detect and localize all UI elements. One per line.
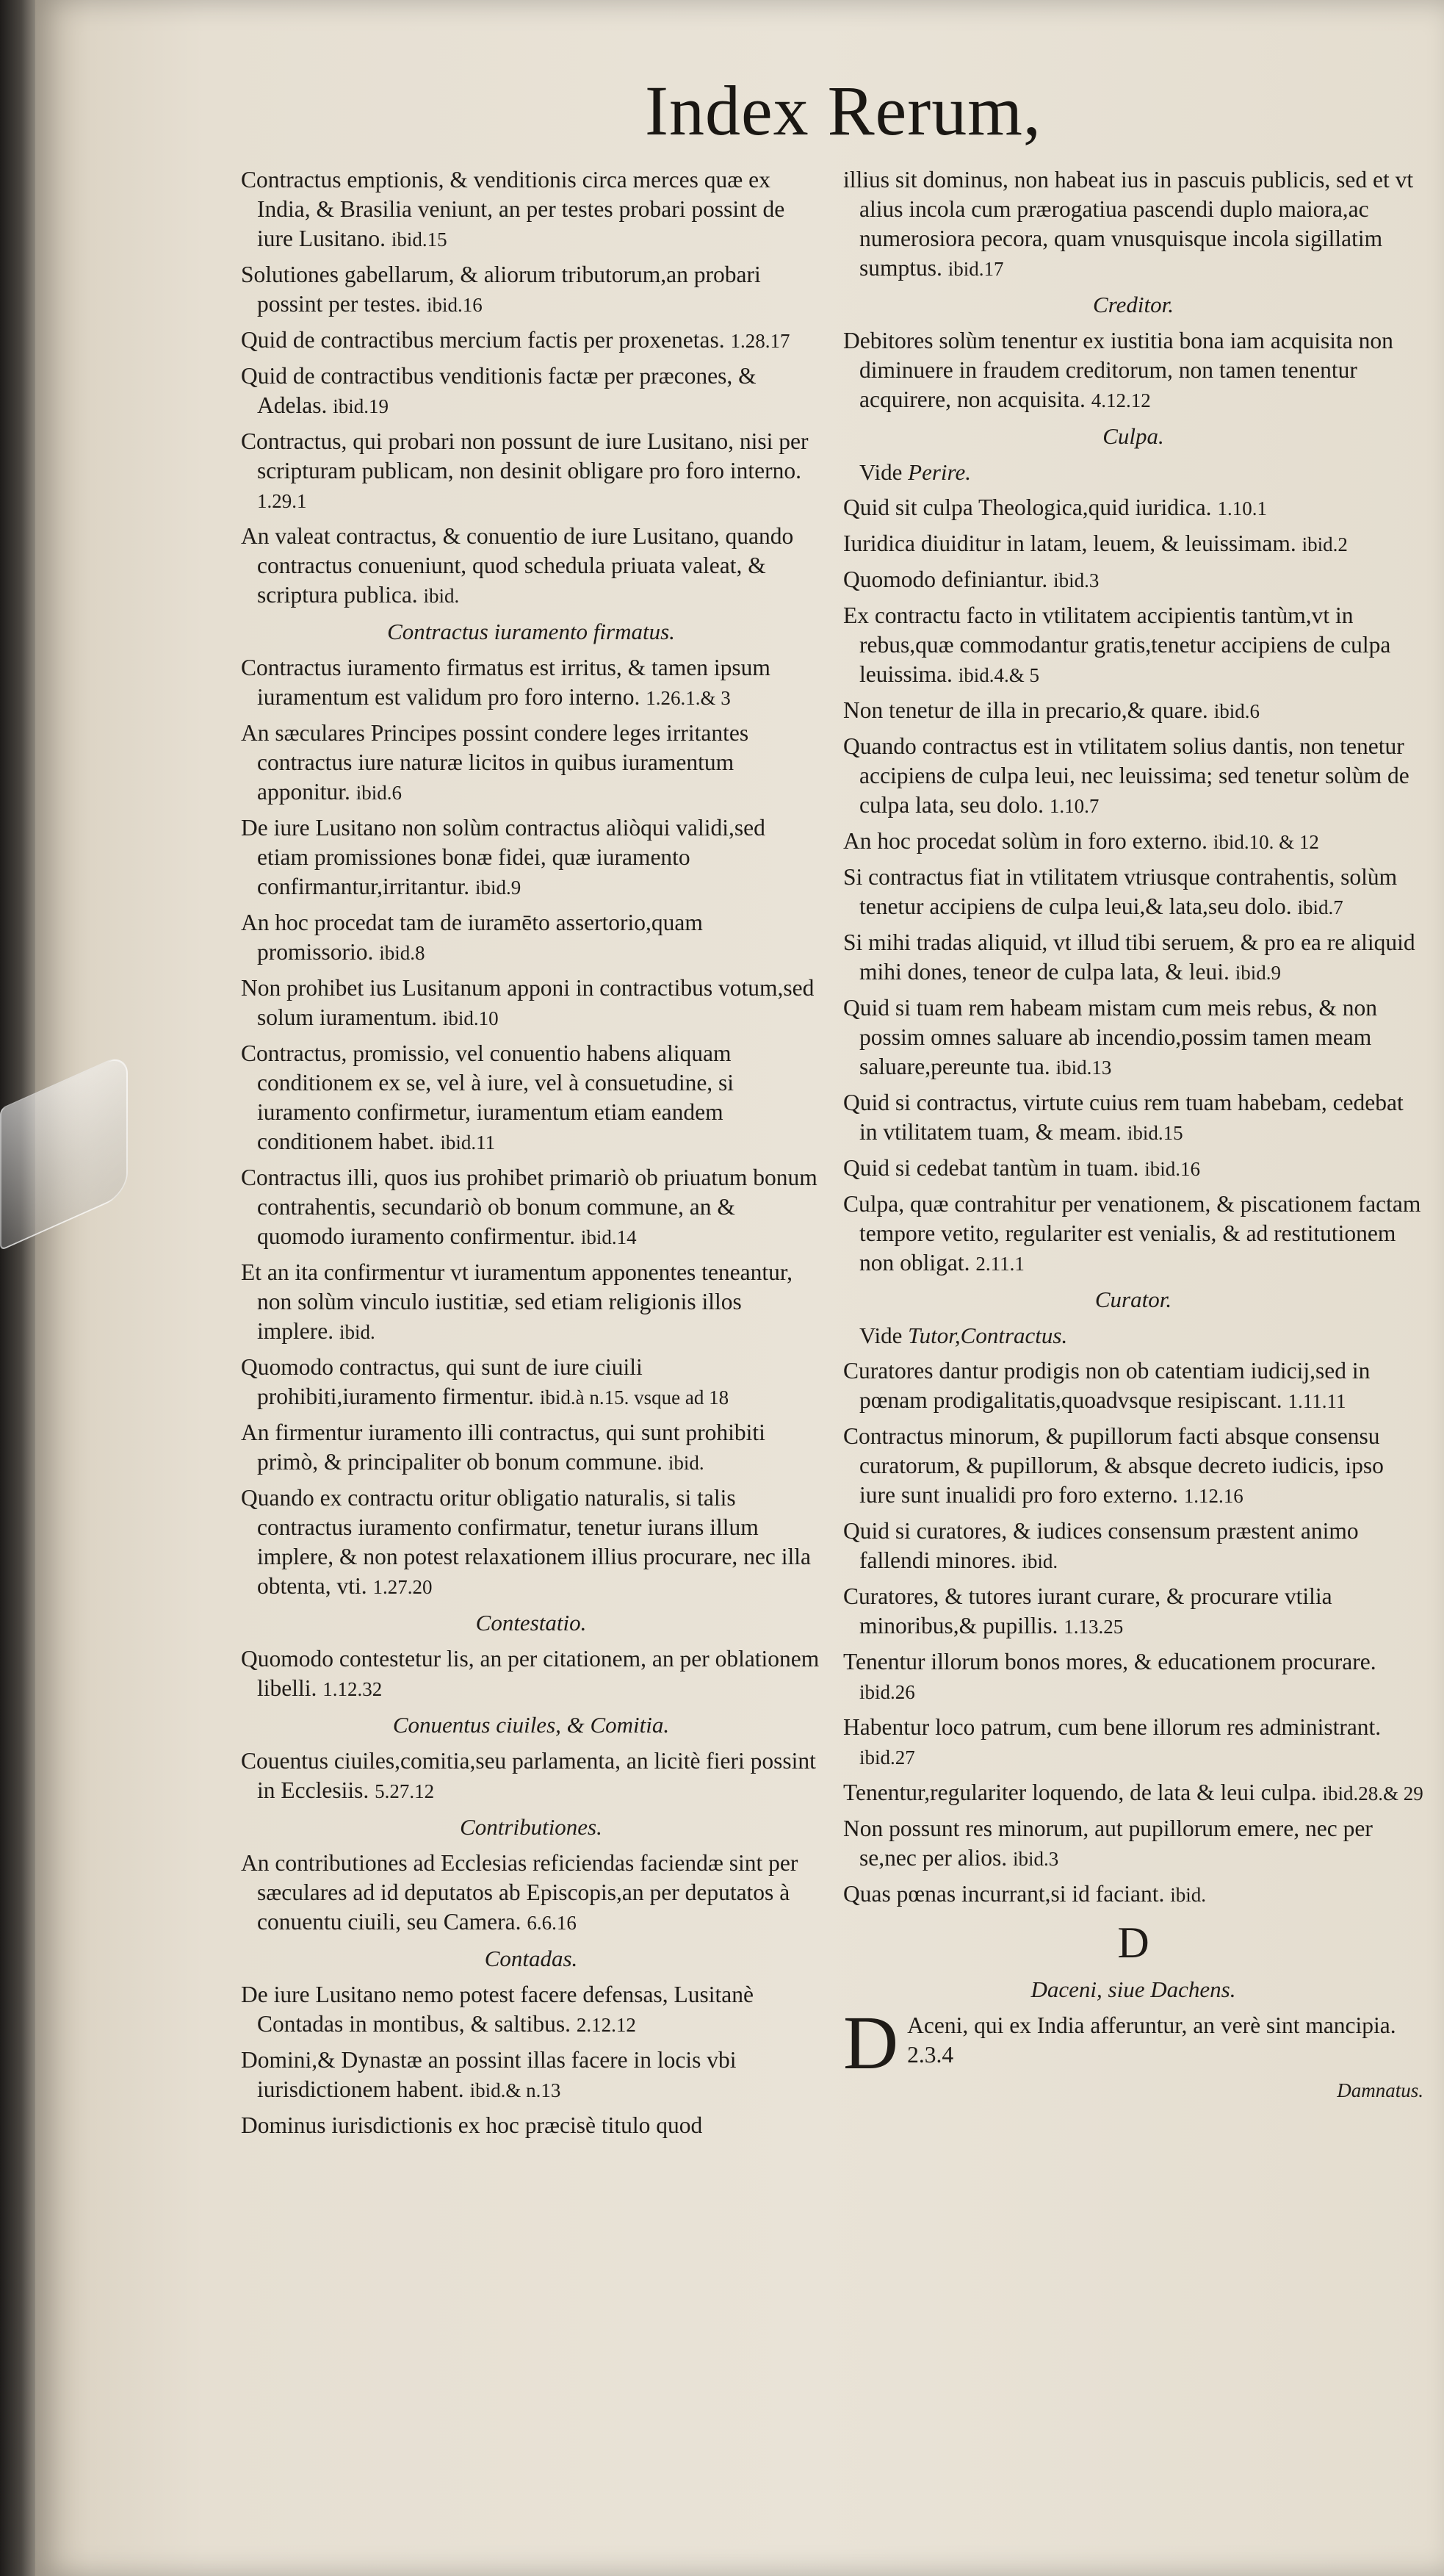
- topic-heading: [241, 1943, 821, 1974]
- entry-reference: 2.11.1: [975, 1253, 1025, 1275]
- entry-text: Habentur loco patrum, cum bene illorum res administrant.: [843, 1714, 1382, 1740]
- index-entry: [843, 993, 1423, 1082]
- entry-text: Couentus ciuiles,comitia,seu parlamenta, an licitè fieri possint in Ecclesiis.: [241, 1748, 816, 1803]
- entry-reference: ibid.& n.13: [469, 2079, 561, 2101]
- entry-text: Si contractus fiat in vtilitatem vtriusque contrahentis, solùm tenetur accipiens de culpa leui,& lata,seu dolo.: [843, 864, 1398, 919]
- vide-target: Tutor,Contractus.: [908, 1323, 1068, 1348]
- entry-reference: ibid.17: [947, 258, 1004, 280]
- index-entry: [241, 813, 821, 902]
- index-entry-dropcap: [843, 2001, 1423, 2085]
- topic-heading-text: Culpa.: [1102, 423, 1164, 449]
- index-entry: [241, 1644, 821, 1704]
- entry-text: Quas pœnas incurrant,si id faciant.: [843, 1881, 1165, 1907]
- entry-text: An hoc procedat solùm in foro externo.: [843, 828, 1207, 854]
- entry-text: Non possunt res minorum, aut pupillorum emere, nec per se,nec per alios.: [843, 1816, 1373, 1871]
- section-letter: [843, 1917, 1423, 1968]
- entry-text: Solutiones gabellarum, & aliorum tributorum,an probari possint per testes.: [241, 262, 761, 317]
- entry-reference: ibid.13: [1055, 1057, 1112, 1079]
- entry-text: Tenentur illorum bonos mores, & educationem procurare.: [843, 1649, 1376, 1674]
- index-entry: [241, 361, 821, 421]
- entry-text: Quid de contractibus venditionis factæ per præcones, & Adelas.: [241, 363, 757, 418]
- entry-reference: ibid.27: [859, 1746, 915, 1769]
- topic-heading-text: Conuentus ciuiles, & Comitia.: [392, 1712, 670, 1738]
- book-gutter: [0, 0, 35, 2576]
- entry-reference: ibid.15: [391, 229, 447, 251]
- topic-heading-text: Creditor.: [1093, 292, 1174, 317]
- index-entry: [241, 427, 821, 516]
- entry-reference: 1.26.1.& 3: [646, 687, 731, 709]
- topic-heading: [241, 1710, 821, 1741]
- entry-text: De iure Lusitano non solùm contractus aliòqui validi,sed etiam promissiones bonæ fidei, quæ iuramento confirmantur,irritantur.: [241, 815, 765, 899]
- entry-reference: 5.27.12: [375, 1780, 435, 1802]
- topic-heading-text: Contributiones.: [460, 1814, 602, 1840]
- entry-reference: ibid.10: [442, 1007, 499, 1029]
- entry-text: Quid sit culpa Theologica,quid iuridica.: [843, 494, 1212, 520]
- index-entry: [241, 653, 821, 713]
- index-entry: [843, 165, 1423, 284]
- entry-reference: ibid.4.& 5: [958, 664, 1040, 686]
- index-entry: [843, 1088, 1423, 1148]
- index-entry: [843, 1647, 1423, 1707]
- entry-reference: ibid.: [668, 1452, 704, 1474]
- entry-text: Curatores dantur prodigis non ob catentiam iudicij,sed in pœnam prodigalitatis,quoadvsque resipiscant.: [843, 1358, 1371, 1413]
- entry-text: Culpa, quæ contrahitur per venationem, & piscationem factam tempore vetito, regulariter est venialis, & ad restitutionem non obligat.: [843, 1191, 1421, 1276]
- entry-text: De iure Lusitano nemo potest facere defensas, Lusitanè Contadas in montibus, & saltibus.: [241, 1982, 754, 2037]
- entry-text: Domini,& Dynastæ an possint illas facere in locis vbi iurisdictionem habent.: [241, 2047, 737, 2102]
- topic-heading: [843, 1284, 1423, 1315]
- entry-reference: 1.29.1: [257, 490, 307, 512]
- topic-heading-text: Curator.: [1094, 1287, 1172, 1312]
- entry-text: Contractus, qui probari non possunt de iure Lusitano, nisi per scripturam publicam, non desinit obligare pro foro interno.: [241, 428, 809, 483]
- entry-text: Non prohibet ius Lusitanum apponi in contractibus votum,sed solum iuramentum.: [241, 975, 815, 1030]
- entry-reference: 1.10.1: [1217, 497, 1267, 519]
- entry-text: Contractus, promissio, vel conuentio habens aliquam conditionem ex se, vel à iure, vel à consuetudine, si iuramento confirmetur, iuramentum etiam eandem conditionem habet.: [241, 1040, 734, 1154]
- entry-text: Quomodo contestetur lis, an per citationem, an per oblationem libelli.: [241, 1646, 820, 1701]
- entry-text: Tenentur,regulariter loquendo, de lata & leui culpa.: [843, 1780, 1317, 1805]
- index-entry: [241, 908, 821, 968]
- entry-text: Quando contractus est in vtilitatem solius dantis, non tenetur accipiens de culpa leui, nec leuissima; sed tenetur solùm de culpa lata, seu dolo.: [843, 733, 1409, 818]
- catchword: [843, 2076, 1423, 2105]
- index-entry: [843, 1190, 1423, 1278]
- entry-reference: ibid.9: [475, 877, 521, 899]
- index-entry: [843, 1154, 1423, 1184]
- entry-reference: ibid.8: [379, 942, 425, 964]
- entry-reference: ibid.3: [1053, 569, 1100, 591]
- drop-cap: D: [843, 2001, 899, 2085]
- index-entry: [241, 1746, 821, 1806]
- entry-reference: ibid.: [339, 1321, 375, 1343]
- index-entry: [241, 1418, 821, 1478]
- index-entry: [241, 1980, 821, 2040]
- entry-reference: ibid.: [1170, 1884, 1207, 1906]
- index-entry: [241, 1353, 821, 1412]
- entry-reference: 1.11.11: [1288, 1390, 1346, 1412]
- index-entry: [843, 863, 1423, 922]
- entry-text: An hoc procedat tam de iuramēto assertorio,quam promissorio.: [241, 910, 703, 965]
- entry-reference: 1.28.17: [730, 330, 790, 352]
- index-entry: [241, 165, 821, 254]
- topic-heading: [843, 1974, 1423, 2005]
- entry-text: Quid si cedebat tantùm in tuam.: [843, 1155, 1139, 1181]
- topic-heading-text: Daceni, siue Dachens.: [1030, 1976, 1236, 2002]
- index-entry: [241, 260, 821, 320]
- index-entry: [843, 601, 1423, 690]
- entry-reference: ibid.: [1022, 1550, 1058, 1572]
- vide-label: Vide: [859, 1323, 909, 1348]
- index-entry: [843, 827, 1423, 857]
- entry-text: Non tenetur de illa in precario,& quare.: [843, 697, 1208, 723]
- entry-text: Dominus iurisdictionis ex hoc præcisè titulo quod: [241, 2112, 703, 2138]
- entry-reference: ibid.16: [1144, 1158, 1201, 1180]
- right-column: [843, 165, 1423, 2105]
- topic-heading: [241, 1812, 821, 1843]
- index-entry: [241, 2111, 821, 2140]
- entry-reference: 1.13.25: [1064, 1616, 1124, 1638]
- index-entry: [241, 2046, 821, 2105]
- topic-heading-text: Contractus iuramento firmatus.: [387, 619, 675, 644]
- entry-reference: ibid.11: [440, 1132, 496, 1154]
- entry-text: An firmentur iuramento illi contractus, qui sunt prohibiti primò, & principaliter ob bonum commune.: [241, 1420, 765, 1475]
- topic-heading: [843, 289, 1423, 320]
- left-column: [241, 165, 821, 2146]
- index-entry: [843, 1814, 1423, 1874]
- index-entry: [843, 326, 1423, 415]
- topic-heading: [843, 421, 1423, 452]
- entry-text: Quando ex contractu oritur obligatio naturalis, si talis contractus iuramento confirmatur, tenetur iurans illum implere, & non potest relaxationem illius procurare, nec illa obtenta, vti.: [241, 1485, 812, 1599]
- entry-reference: 4.12.12: [1091, 389, 1151, 411]
- index-entry: [843, 493, 1423, 523]
- index-entry: [843, 1879, 1423, 1910]
- index-entry: [241, 1039, 821, 1157]
- entry-text: Quomodo definiantur.: [843, 566, 1048, 592]
- entry-text: Quid de contractibus mercium factis per proxenetas.: [241, 327, 725, 353]
- entry-text: An sæculares Principes possint condere leges irritantes contractus iure naturæ licitos in quibus iuramentum apponitur.: [241, 720, 749, 805]
- cross-reference: [843, 1321, 1423, 1350]
- entry-text: Iuridica diuiditur in latam, leuem, & leuissimam.: [843, 530, 1296, 556]
- catchword-text: Damnatus.: [1337, 2079, 1423, 2101]
- running-header: Index Rerum,: [645, 71, 1042, 150]
- entry-reference: 6.6.16: [527, 1912, 577, 1934]
- entry-reference: ibid.28.& 29: [1322, 1782, 1423, 1805]
- entry-reference: ibid.6: [1213, 700, 1260, 722]
- entry-reference: ibid.3: [1013, 1848, 1059, 1870]
- entry-reference: ibid.à n.15. vsque ad 18: [539, 1386, 729, 1408]
- entry-reference: 2.3.4: [907, 2042, 954, 2068]
- entry-reference: ibid.19: [333, 395, 389, 417]
- index-entry: [241, 1849, 821, 1938]
- index-entry: [241, 719, 821, 807]
- index-entry: [843, 529, 1423, 559]
- index-entry: [843, 565, 1423, 595]
- entry-text: An contributiones ad Ecclesias reficiendas faciendæ sint per sæculares ad id deputatos ab Episcopis,an per deputatos à conuentu ciuili, seu Camera.: [241, 1850, 798, 1935]
- entry-reference: 1.10.7: [1049, 795, 1100, 817]
- index-entry: [241, 325, 821, 356]
- entry-text: An valeat contractus, & conuentio de iure Lusitano, quando contractus conueniunt, quod schedula priuata valeat, & scriptura publica.: [241, 523, 794, 608]
- index-entry: [241, 1258, 821, 1347]
- entry-reference: 1.27.20: [372, 1576, 433, 1598]
- entry-text: Curatores, & tutores iurant curare, & procurare vtilia minoribus,& pupillis.: [843, 1583, 1332, 1638]
- entry-text: Quid si tuam rem habeam mistam cum meis rebus, & non possim omnes saluare ab incendio,possim tamen meam saluare,pereunte tua.: [843, 995, 1377, 1079]
- entry-text: Quid si curatores, & iudices consensum præstent animo fallendi minores.: [843, 1518, 1359, 1573]
- index-entry: [843, 732, 1423, 821]
- entry-text: Contractus iuramento firmatus est irritus, & tamen ipsum iuramentum est validum pro foro interno.: [241, 655, 770, 710]
- entry-reference: ibid.14: [580, 1226, 637, 1248]
- entry-text: Contractus illi, quos ius prohibet primariò ob priuatum bonum contrahentis, secundariò ob bonum commune, an & quomodo iuramento confirmentur.: [241, 1165, 817, 1249]
- entry-text: Contractus emptionis, & venditionis circa merces quæ ex India, & Brasilia veniunt, an per testes probari possint de iure Lusitano.: [241, 167, 785, 251]
- entry-text: Si mihi tradas aliquid, vt illud tibi seruem, & pro ea re aliquid mihi dones, teneor de culpa lata, & leui.: [843, 929, 1415, 985]
- entry-text: Aceni, qui ex India afferuntur, an verè sint mancipia.: [907, 2012, 1396, 2038]
- cross-reference: [843, 458, 1423, 487]
- entry-reference: ibid.26: [859, 1681, 915, 1703]
- index-entry: [843, 1422, 1423, 1511]
- entry-text: Debitores solùm tenentur ex iustitia bona iam acquisita non diminuere in fraudem creditorum, non tamen tenentur acquirere, non acquisita.: [843, 328, 1393, 412]
- index-entry: [241, 974, 821, 1033]
- index-entry: [843, 1713, 1423, 1772]
- vide-label: Vide: [859, 459, 909, 485]
- entry-reference: ibid.6: [355, 782, 402, 804]
- entry-reference: 1.12.16: [1183, 1485, 1243, 1507]
- topic-heading: [241, 1608, 821, 1638]
- entry-reference: 2.12.12: [576, 2014, 636, 2036]
- entry-reference: ibid.15: [1127, 1122, 1183, 1144]
- vide-target: Perire.: [908, 459, 971, 485]
- index-entry: [843, 928, 1423, 987]
- entry-reference: ibid.: [423, 585, 460, 607]
- entry-reference: ibid.9: [1235, 962, 1281, 984]
- entry-text: Et an ita confirmentur vt iuramentum apponentes teneantur, non solùm vinculo iustitiæ, sed etiam religionis illos implere.: [241, 1259, 793, 1344]
- topic-heading: [241, 616, 821, 647]
- section-letter-text: D: [1117, 1918, 1149, 1967]
- index-entry: [241, 522, 821, 611]
- entry-reference: 1.12.32: [322, 1678, 383, 1700]
- index-entry: [843, 1778, 1423, 1808]
- index-page: [35, 0, 1444, 2576]
- index-entry: [843, 1582, 1423, 1641]
- topic-heading-text: Contadas.: [484, 1946, 578, 1971]
- entry-text: Contractus minorum, & pupillorum facti absque consensu curatorum, & pupillorum, & absque decreto iudicis, ipso iure sunt inualidi pro foro externo.: [843, 1423, 1384, 1508]
- entry-text: Quomodo contractus, qui sunt de iure ciuili prohibiti,iuramento firmentur.: [241, 1354, 643, 1409]
- entry-text: illius sit dominus, non habeat ius in pascuis publicis, sed et vt alius incola cum prærogatiua pascendi duplo maiora,ac numerosiora pecora, quam vnusquisque incola sigillatim sumptus.: [843, 167, 1414, 281]
- index-entry: [843, 1356, 1423, 1416]
- index-entry: [241, 1163, 821, 1252]
- entry-reference: ibid.7: [1297, 896, 1343, 918]
- entry-text: Quid si contractus, virtute cuius rem tuam habebam, cedebat in vtilitatem tuam, & meam.: [843, 1090, 1404, 1145]
- topic-heading-text: Contestatio.: [475, 1610, 587, 1636]
- index-entry: [843, 1517, 1423, 1576]
- entry-reference: ibid.16: [426, 294, 483, 316]
- entry-text: Ex contractu facto in vtilitatem accipientis tantùm,vt in rebus,quæ commodantur gratis,tenetur accipiens de culpa leuissima.: [843, 602, 1391, 687]
- entry-reference: ibid.10. & 12: [1213, 831, 1319, 853]
- index-entry: [843, 696, 1423, 726]
- entry-reference: ibid.2: [1302, 533, 1348, 555]
- index-entry: [241, 1483, 821, 1602]
